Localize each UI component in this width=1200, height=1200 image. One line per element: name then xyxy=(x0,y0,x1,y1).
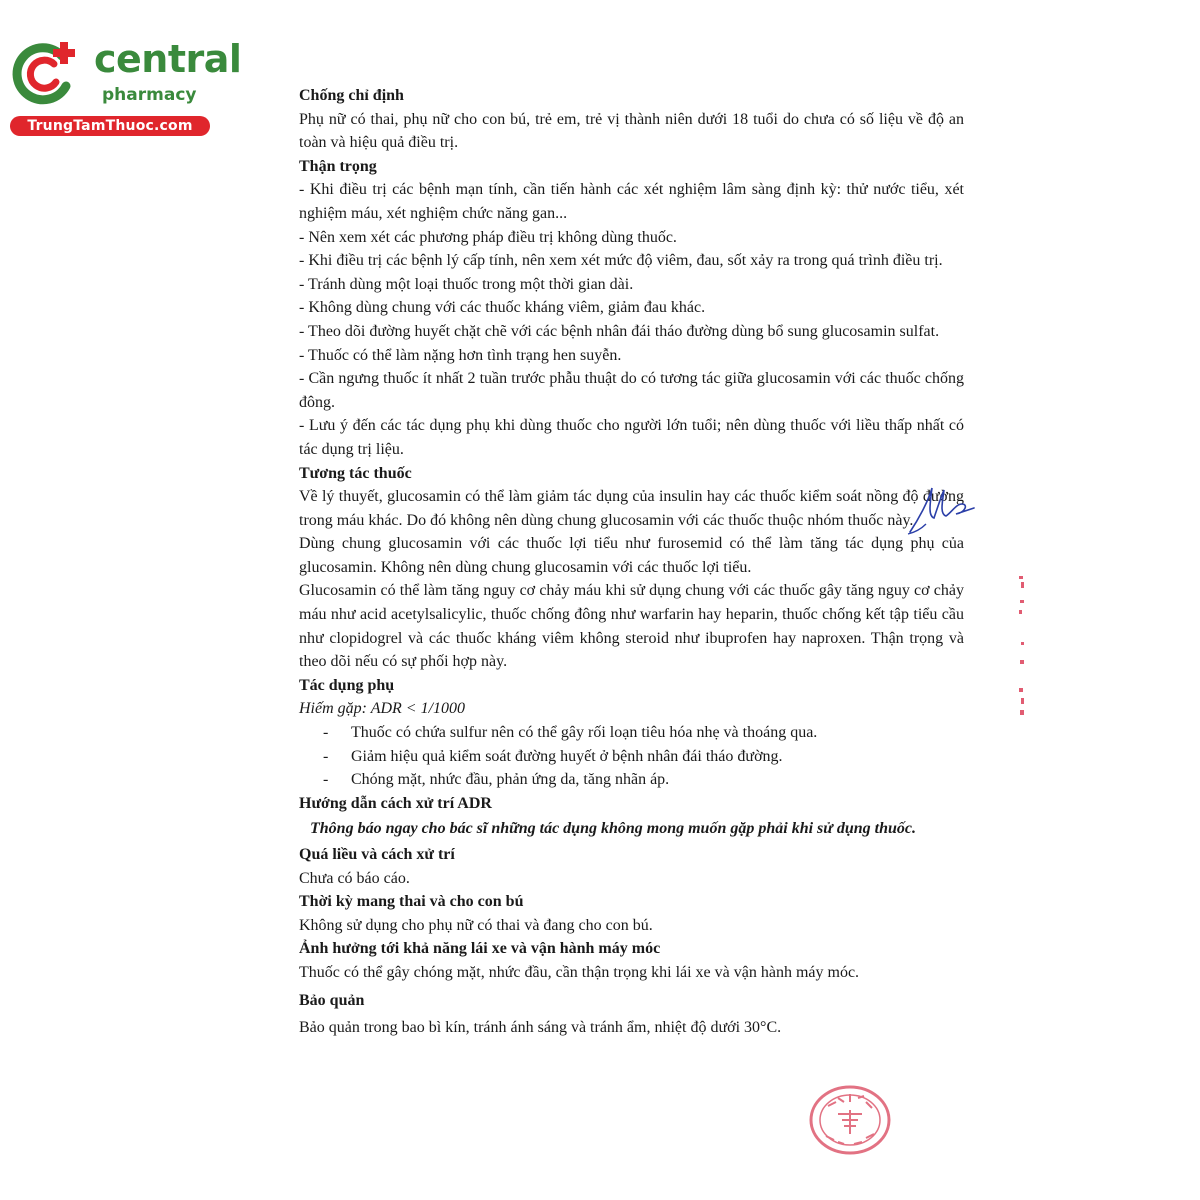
driving-text: Thuốc có thể gây chóng mặt, nhức đầu, cần thận trọng khi lái xe và vận hành máy móc. xyxy=(299,963,860,981)
interaction-paragraph: Glucosamin có thể làm tăng nguy cơ chảy máu khi sử dụng chung với các thuốc gây tăng nguy cơ chảy máu như acid acetylsalicylic, thuốc chống đông như warfarin hay heparin, thuốc chống kết tập tiểu cầu như clopidogrel và các thuốc kháng viêm không steroid như ibuprofen hay naproxen. Thận trọng và theo dõi nếu có sự phối hợp này. xyxy=(299,582,964,671)
list-dash: - xyxy=(323,724,329,742)
precaution-item: - Khi điều trị các bệnh mạn tính, cần tiến hành các xét nghiệm lâm sàng định kỳ: thử nước tiểu, xét nghiệm máu, xét nghiệm chức năng gan... xyxy=(299,181,964,222)
side-effects-frequency: Hiếm gặp: ADR < 1/1000 xyxy=(299,700,466,718)
pregnancy-text: Không sử dụng cho phụ nữ có thai và đang cho con bú. xyxy=(299,916,653,934)
side-effect-text: Giảm hiệu quả kiểm soát đường huyết ở bệnh nhân đái tháo đường. xyxy=(351,747,783,765)
side-effect-text: Chóng mặt, nhức đầu, phản ứng da, tăng nhãn áp. xyxy=(351,771,670,789)
heading-side-effects: Tác dụng phụ xyxy=(299,676,395,694)
precaution-item: - Theo dõi đường huyết chặt chẽ với các bệnh nhân đái tháo đường dùng bổ sung glucosamin sulfat. xyxy=(299,322,940,340)
precaution-item: - Không dùng chung với các thuốc kháng viêm, giảm đau khác. xyxy=(299,299,706,317)
list-item xyxy=(299,721,964,745)
interaction-paragraph: Về lý thuyết, glucosamin có thể làm giảm tác dụng của insulin hay các thuốc kiểm soát nồng độ đường trong máu khác. Do đó không nên dùng chung glucosamin với các thuốc thuộc nhóm thuốc này. xyxy=(299,488,964,529)
precaution-item: - Khi điều trị các bệnh lý cấp tính, nên xem xét mức độ viêm, đau, sốt xảy ra trong quá trình điều trị. xyxy=(299,252,943,270)
heading-pregnancy: Thời kỳ mang thai và cho con bú xyxy=(299,893,524,911)
heading-adr-guidance: Hướng dẫn cách xử trí ADR xyxy=(299,794,492,812)
side-effect-text: Thuốc có chứa sulfur nên có thể gây rối loạn tiêu hóa nhẹ và thoáng qua. xyxy=(351,724,818,742)
list-dash: - xyxy=(323,771,329,789)
heading-precautions: Thận trọng xyxy=(299,157,377,175)
overdose-text: Chưa có báo cáo. xyxy=(299,869,410,887)
precaution-item: - Nên xem xét các phương pháp điều trị không dùng thuốc. xyxy=(299,228,677,246)
contraindications-text: Phụ nữ có thai, phụ nữ cho con bú, trẻ em, trẻ vị thành niên dưới 18 tuổi do chưa có số liệu về độ an toàn và hiệu quả điều trị. xyxy=(299,110,964,152)
list-item xyxy=(299,768,964,792)
heading-overdose: Quá liều và cách xử trí xyxy=(299,846,455,863)
precaution-item: - Cần ngưng thuốc ít nhất 2 tuần trước phẫu thuật do có tương tác giữa glucosamin với các thuốc chống đông. xyxy=(299,370,964,411)
adr-guidance-text: Thông báo ngay cho bác sĩ những tác dụng không mong muốn gặp phải khi sử dụng thuốc. xyxy=(310,820,916,838)
storage-text: Bảo quản trong bao bì kín, tránh ánh sáng và tránh ẩm, nhiệt độ dưới 30°C. xyxy=(299,1019,782,1037)
precaution-item: - Tránh dùng một loại thuốc trong một thời gian dài. xyxy=(299,275,634,293)
heading-driving: Ảnh hưởng tới khả năng lái xe và vận hành máy móc xyxy=(299,940,661,958)
brand-logo[interactable] xyxy=(10,37,242,138)
company-stamp-icon xyxy=(808,1084,892,1156)
central-pharmacy-logo-icon xyxy=(10,38,80,108)
leaflet-document xyxy=(299,84,964,1040)
brand-name: central xyxy=(94,37,242,81)
precaution-item: - Thuốc có thể làm nặng hơn tình trạng hen suyễn. xyxy=(299,346,622,364)
list-item xyxy=(299,745,964,769)
list-dash: - xyxy=(323,747,329,765)
brand-site-link[interactable]: TrungTamThuoc.com xyxy=(10,116,210,136)
brand-subtitle: pharmacy xyxy=(102,85,197,105)
signature-icon xyxy=(906,482,976,538)
heading-interactions: Tương tác thuốc xyxy=(299,464,412,482)
side-effects-list xyxy=(299,721,964,792)
edge-marks-decoration xyxy=(1014,570,1030,730)
heading-contraindications: Chống chỉ định xyxy=(299,87,404,104)
interaction-paragraph: Dùng chung glucosamin với các thuốc lợi tiểu như furosemid có thể làm tăng tác dụng phụ của glucosamin. Không nên dùng chung glucosamin với các thuốc lợi tiểu. xyxy=(299,535,964,576)
precaution-item: - Lưu ý đến các tác dụng phụ khi dùng thuốc cho người lớn tuổi; nên dùng thuốc với liều thấp nhất có tác dụng trị liệu. xyxy=(299,417,964,458)
heading-storage: Bảo quản xyxy=(299,991,365,1009)
